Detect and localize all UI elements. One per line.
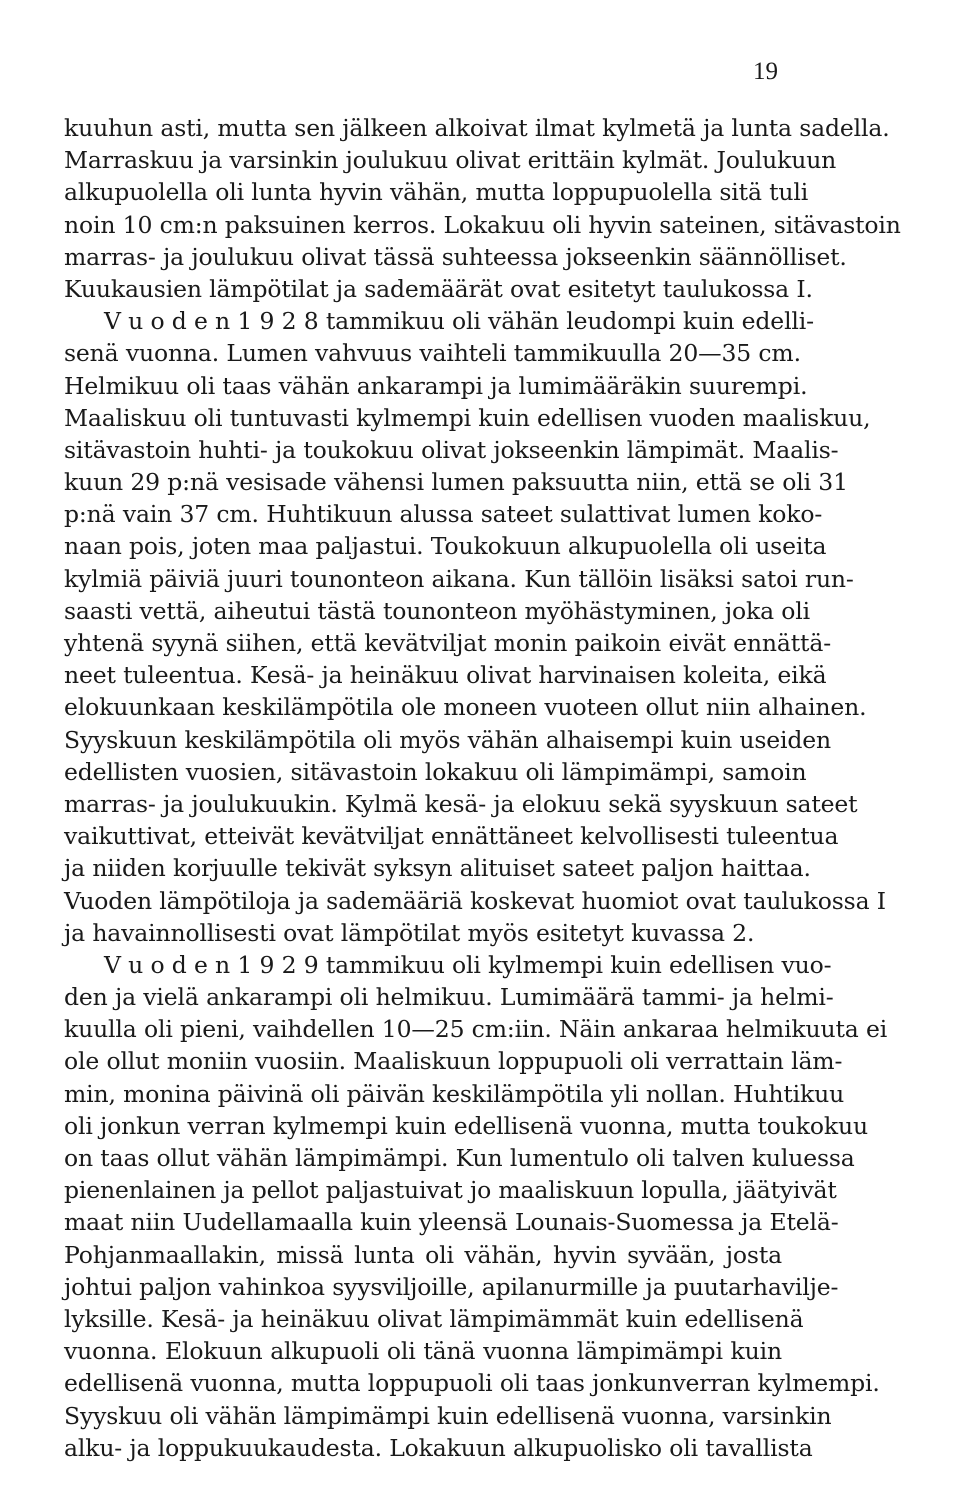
text-line: maat niin Uudellamaalla kuin yleensä Lounais-Suomessa ja Etelä- [64, 1208, 839, 1237]
text-line: vaikuttivat, etteivät kevätviljat ennättäneet kelvollisesti tuleentua [64, 822, 839, 851]
text-line: Syyskuun keskilämpötila oli myös vähän alhaisempi kuin useiden [64, 725, 832, 754]
text-line: yhtenä syynä siihen, että kevätviljat monin paikoin eivät ennättä- [64, 629, 832, 657]
text-line: V u o d e n 1 9 2 9 tammikuu oli kylmempi kuin edellisen vuo- [104, 950, 832, 979]
text-line: Kuukausien lämpötilat ja sademäärät ovat esitetyt taulukossa I. [64, 274, 813, 303]
text-line: johtui paljon vahinkoa syysviljoille, apilanurmille ja puutarhavilje- [64, 1272, 839, 1301]
text-line: on taas ollut vähän lämpimämpi. Kun lumentulo oli talven kuluessa [64, 1144, 855, 1172]
text-line: kylmiä päiviä juuri tounonteon aikana. Kun tällöin lisäksi satoi run- [64, 564, 854, 593]
page-number: 19 [753, 58, 778, 85]
text-line: lyksille. Kesä- ja heinäkuu olivat lämpimämmät kuin edellisenä [64, 1304, 804, 1333]
text-line: Marraskuu ja varsinkin joulukuu olivat erittäin kylmät. Joulukuun [64, 146, 837, 175]
text-line: Maaliskuu oli tuntuvasti kylmempi kuin edellisen vuoden maaliskuu, [64, 403, 871, 432]
text-line: marras- ja joulukuukin. Kylmä kesä- ja elokuu sekä syyskuun sateet [64, 789, 858, 818]
text-line: naan pois, joten maa paljastui. Toukokuun alkupuolella oli useita [64, 532, 827, 561]
text-line: Helmikuu oli taas vähän ankarampi ja lumimääräkin suurempi. [64, 371, 808, 400]
text-line: p:nä vain 37 cm. Huhtikuun alussa sateet sulattivat lumen koko- [64, 500, 823, 529]
text-line: senä vuonna. Lumen vahvuus vaihteli tammikuulla 20—35 cm. [64, 339, 801, 368]
text-line: elokuunkaan keskilämpötila ole moneen vuoteen ollut niin alhainen. [64, 693, 867, 722]
text-line: vuonna. Elokuun alkupuoli oli tänä vuonna lämpimämpi kuin [64, 1337, 782, 1366]
text-line: kuuhun asti, mutta sen jälkeen alkoivat ilmat kylmetä ja lunta sadella. [64, 114, 890, 142]
text-line: Syyskuu oli vähän lämpimämpi kuin edellisenä vuonna, varsinkin [64, 1401, 832, 1430]
text-line: ja havainnollisesti ovat lämpötilat myös esitetyt kuvassa 2. [64, 918, 755, 947]
text-line: edellisten vuosien, sitävastoin lokakuu oli lämpimämpi, samoin [64, 757, 807, 786]
text-line: den ja vielä ankarampi oli helmikuu. Lumimäärä tammi- ja helmi- [64, 983, 834, 1012]
text-line: alkupuolella oli lunta hyvin vähän, mutta loppupuolella sitä tuli [64, 178, 809, 207]
text-line: Vuoden lämpötiloja ja sademääriä koskevat huomiot ovat taulukossa I [64, 886, 886, 915]
text-line: oli jonkun verran kylmempi kuin edellisenä vuonna, mutta toukokuu [64, 1111, 868, 1140]
text-line: sitävastoin huhti- ja toukokuu olivat jokseenkin lämpimät. Maalis- [64, 435, 839, 464]
text-line: min, monina päivinä oli päivän keskilämpötila yli nollan. Huhtikuu [64, 1079, 845, 1108]
text-line: saasti vettä, aiheutui tästä tounonteon myöhästyminen, joka oli [64, 596, 810, 625]
text-line: edellisenä vuonna, mutta loppupuoli oli taas jonkunverran kylmempi. [64, 1369, 880, 1398]
text-line: marras- ja joulukuu olivat tässä suhteessa jokseenkin säännölliset. [64, 242, 847, 271]
text-line: noin 10 cm:n paksuinen kerros. Lokakuu oli hyvin sateinen, sitävastoin [64, 210, 901, 239]
text-line: Pohjanmaallakin, missä lunta oli vähän, hyvin syvään, josta [64, 1240, 782, 1269]
text-line: kuulla oli pieni, vaihdellen 10—25 cm:iin. Näin ankaraa helmikuuta ei [64, 1015, 888, 1044]
text-line: pienenlainen ja pellot paljastuivat jo maaliskuun lopulla, jäätyivät [64, 1176, 837, 1205]
text-line: alku- ja loppukuukaudesta. Lokakuun alkupuolisko oli tavallista [64, 1433, 813, 1462]
text-line: V u o d e n 1 9 2 8 tammikuu oli vähän leudompi kuin edelli- [104, 307, 814, 336]
text-line: neet tuleentua. Kesä- ja heinäkuu olivat harvinaisen koleita, eikä [64, 661, 827, 690]
text-line: ja niiden korjuulle tekivät syksyn alituiset sateet paljon haittaa. [64, 854, 811, 883]
body-text [64, 112, 901, 1464]
text-line: ole ollut moniin vuosiin. Maaliskuun loppupuoli oli verrattain läm- [64, 1047, 843, 1076]
text-line: kuun 29 p:nä vesisade vähensi lumen paksuutta niin, että se oli 31 [64, 468, 848, 497]
